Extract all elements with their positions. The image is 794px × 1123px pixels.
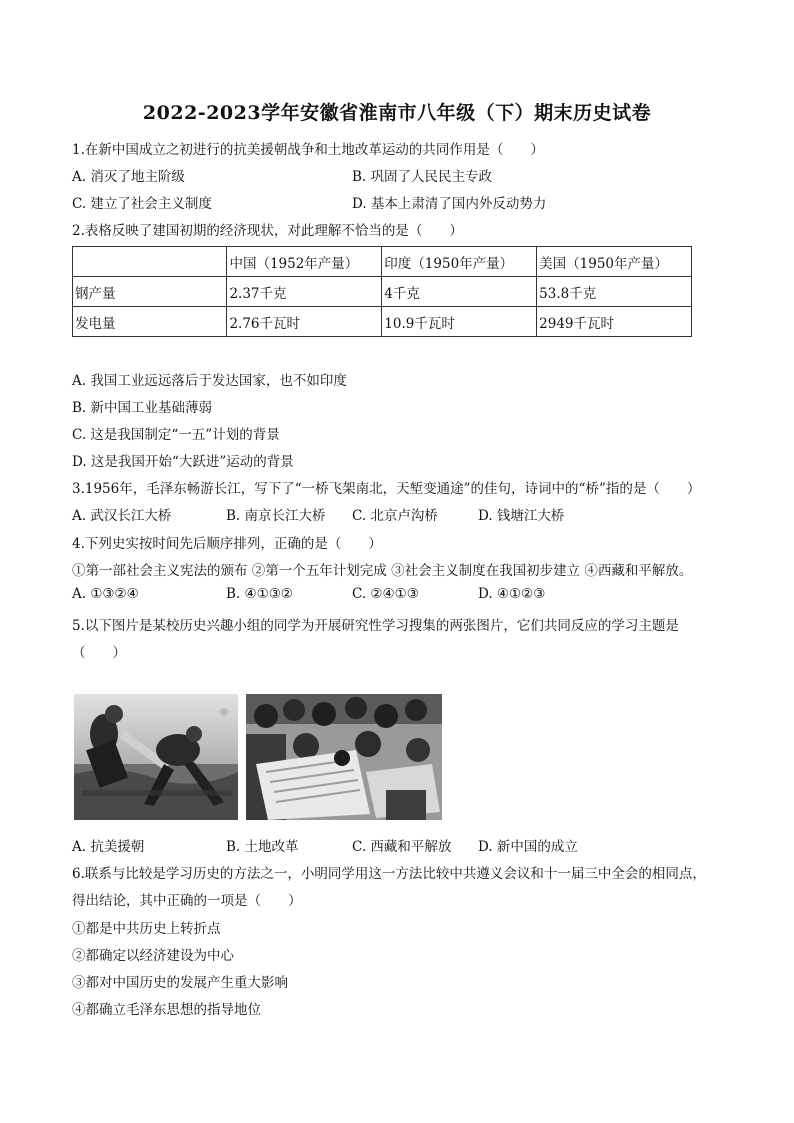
question-3-option-a: A. 武汉长江大桥 [72,508,172,524]
question-6-stem: 6.联系与比较是学习历史的方法之一，小明同学用这一方法比较中共遵义会议和十一届三中全会的相同点， [72,866,706,882]
question-4-stem: 4.下列史实按时间先后顺序排列，正确的是（ ） [72,536,382,552]
table-cell: 2.76千瓦时 [227,307,382,337]
question-1-option-c: C. 建立了社会主义制度 [72,196,212,212]
table-header-cell: 美国（1950年产量） [537,247,692,277]
question-2-option-b: B. 新中国工业基础薄弱 [72,400,213,416]
question-6-item-1: ①都是中共历史上转折点 [72,921,221,937]
question-5-option-a: A. 抗美援朝 [72,839,145,855]
photo-crowd-documents [246,694,442,820]
question-4-option-b: B. ④①③② [226,586,293,602]
question-2-option-c: C. 这是我国制定“一五”计划的背景 [72,427,280,443]
question-3-option-c: C. 北京卢沟桥 [352,508,438,524]
table-header-cell [73,247,227,277]
question-5-stem-continued: （ ） [72,645,126,661]
question-2-stem: 2.表格反映了建国初期的经济现状，对此理解不恰当的是（ ） [72,223,463,239]
question-4-option-a: A. ①③②④ [72,586,139,602]
table-header-cell: 印度（1950年产量） [382,247,537,277]
question-2-option-d: D. 这是我国开始“大跃进”运动的背景 [72,454,294,470]
question-6-item-4: ④都确立毛泽东思想的指导地位 [72,1002,261,1018]
table-row [73,277,692,307]
table-cell: 2.37千克 [227,277,382,307]
question-5-stem: 5.以下图片是某校历史兴趣小组的同学为开展研究性学习搜集的两张图片，它们共同反应的学习主题是 [72,618,679,634]
table-cell: 发电量 [73,307,227,337]
question-4-option-c: C. ②④①③ [352,586,419,602]
table-cell: 2949千瓦时 [537,307,692,337]
economy-table [72,246,692,337]
question-3-option-b: B. 南京长江大桥 [226,508,326,524]
question-6-item-3: ③都对中国历史的发展产生重大影响 [72,975,288,991]
page-title: 2022-2023学年安徽省淮南市八年级（下）期末历史试卷 [142,102,652,124]
question-1-option-d: D. 基本上肃清了国内外反动势力 [352,196,547,212]
table-header-cell: 中国（1952年产量） [227,247,382,277]
table-header-row [73,247,692,277]
question-2-option-a: A. 我国工业远远落后于发达国家，也不如印度 [72,373,347,389]
question-6-item-2: ②都确定以经济建设为中心 [72,948,234,964]
question-5-option-c: C. 西藏和平解放 [352,839,452,855]
question-1-option-a: A. 消灭了地主阶级 [72,169,185,185]
question-5-option-d: D. 新中国的成立 [478,839,578,855]
table-cell: 53.8千克 [537,277,692,307]
table-row [73,307,692,337]
historical-photos [74,694,444,820]
question-5-option-b: B. 土地改革 [226,839,299,855]
question-4-option-d: D. ④①②③ [478,586,546,602]
question-6-stem-continued: 得出结论，其中正确的一项是（ ） [72,893,302,909]
question-3-stem: 3.1956年，毛泽东畅游长江，写下了“一桥飞架南北，天堑变通途”的佳句，诗词中的“桥”指的是（ ） [72,481,701,497]
table-cell: 4千克 [382,277,537,307]
photo-land-work [74,694,238,820]
table-cell: 钢产量 [73,277,227,307]
question-1-option-b: B. 巩固了人民民主专政 [352,169,493,185]
question-1-stem: 1.在新中国成立之初进行的抗美援朝战争和土地改革运动的共同作用是（ ） [72,142,544,158]
question-4-items: ①第一部社会主义宪法的颁布 ②第一个五年计划完成 ③社会主义制度在我国初步建立 ④西藏和平解放。 [72,563,693,579]
table-cell: 10.9千瓦时 [382,307,537,337]
question-3-option-d: D. 钱塘江大桥 [478,508,565,524]
